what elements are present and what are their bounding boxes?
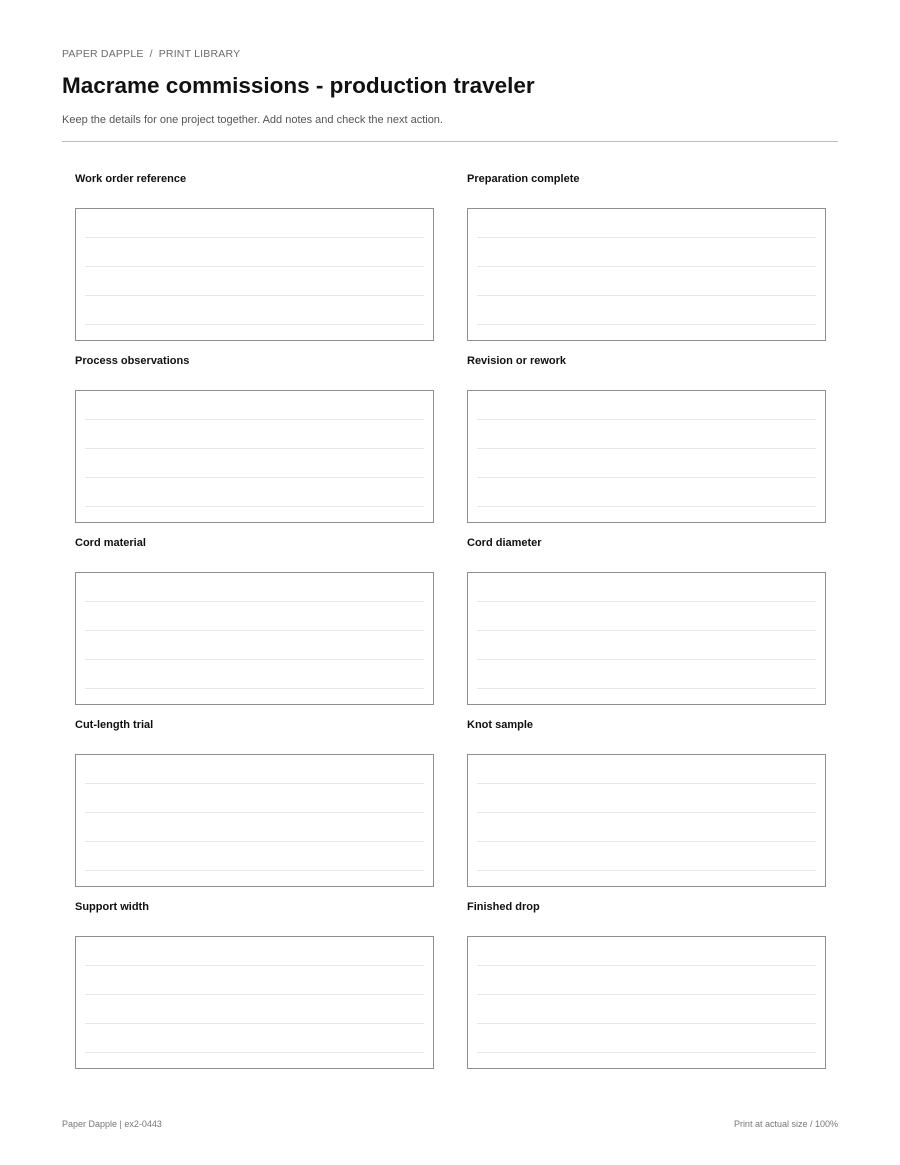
breadcrumb [62,48,240,60]
field-label: Work order reference [75,173,187,185]
page-subtitle: Keep the details for one project together. Add notes and check the next action. [62,114,443,126]
writing-line [85,630,424,631]
field-label: Finished drop [467,901,540,913]
writing-box[interactable] [75,208,434,341]
field-label: Revision or rework [467,355,567,367]
writing-line [85,659,424,660]
writing-line [85,601,424,602]
writing-line [477,477,816,478]
footer-print-note: Print at actual size / 100% [733,1119,838,1129]
writing-line [477,266,816,267]
page-title: Macrame commissions - production traveler [62,73,535,98]
field-label: Cord material [75,537,146,549]
writing-line [477,1052,816,1053]
breadcrumb-item-brand[interactable]: PAPER DAPPLE [62,48,144,60]
writing-line [85,994,424,995]
writing-line [85,841,424,842]
field-cut-length-trial [75,718,434,880]
writing-box[interactable] [467,572,826,705]
writing-line [85,419,424,420]
writing-line [477,419,816,420]
writing-line [477,237,816,238]
field-work-order-reference [75,172,434,334]
field-label: Cord diameter [467,537,542,549]
field-cord-material [75,536,434,698]
writing-line [85,1023,424,1024]
writing-line [85,783,424,784]
writing-line [85,237,424,238]
writing-line [477,324,816,325]
field-process-observations [75,354,434,516]
writing-box[interactable] [75,936,434,1069]
field-label: Preparation complete [467,173,580,185]
footer-document-id: Paper Dapple | ex2-0443 [62,1119,162,1129]
writing-box[interactable] [75,390,434,523]
writing-box[interactable] [467,390,826,523]
header-divider [62,141,838,142]
field-knot-sample [467,718,826,880]
writing-line [477,601,816,602]
writing-line [85,324,424,325]
writing-line [85,870,424,871]
field-preparation-complete [467,172,826,334]
writing-line [85,266,424,267]
writing-line [477,1023,816,1024]
field-label: Cut-length trial [75,719,154,731]
writing-line [85,812,424,813]
writing-box[interactable] [75,754,434,887]
field-label: Process observations [75,355,190,367]
writing-line [477,965,816,966]
writing-line [477,870,816,871]
breadcrumb-item-print-library[interactable]: PRINT LIBRARY [158,48,241,60]
writing-line [85,965,424,966]
writing-line [477,841,816,842]
breadcrumb-separator: / [149,48,153,60]
writing-box[interactable] [467,936,826,1069]
writing-line [477,783,816,784]
writing-box[interactable] [467,208,826,341]
writing-line [85,688,424,689]
writing-line [85,448,424,449]
writing-line [477,994,816,995]
writing-line [477,295,816,296]
form-fields-grid [75,172,826,1062]
field-finished-drop [467,900,826,1062]
writing-line [85,295,424,296]
field-label: Knot sample [467,719,534,731]
writing-line [85,1052,424,1053]
field-cord-diameter [467,536,826,698]
writing-line [477,448,816,449]
writing-line [477,630,816,631]
field-support-width [75,900,434,1062]
writing-line [477,506,816,507]
writing-box[interactable] [75,572,434,705]
field-label: Support width [75,901,149,913]
writing-line [477,659,816,660]
writing-line [477,688,816,689]
field-revision-or-rework [467,354,826,516]
writing-line [477,812,816,813]
writing-line [85,506,424,507]
writing-line [85,477,424,478]
writing-box[interactable] [467,754,826,887]
